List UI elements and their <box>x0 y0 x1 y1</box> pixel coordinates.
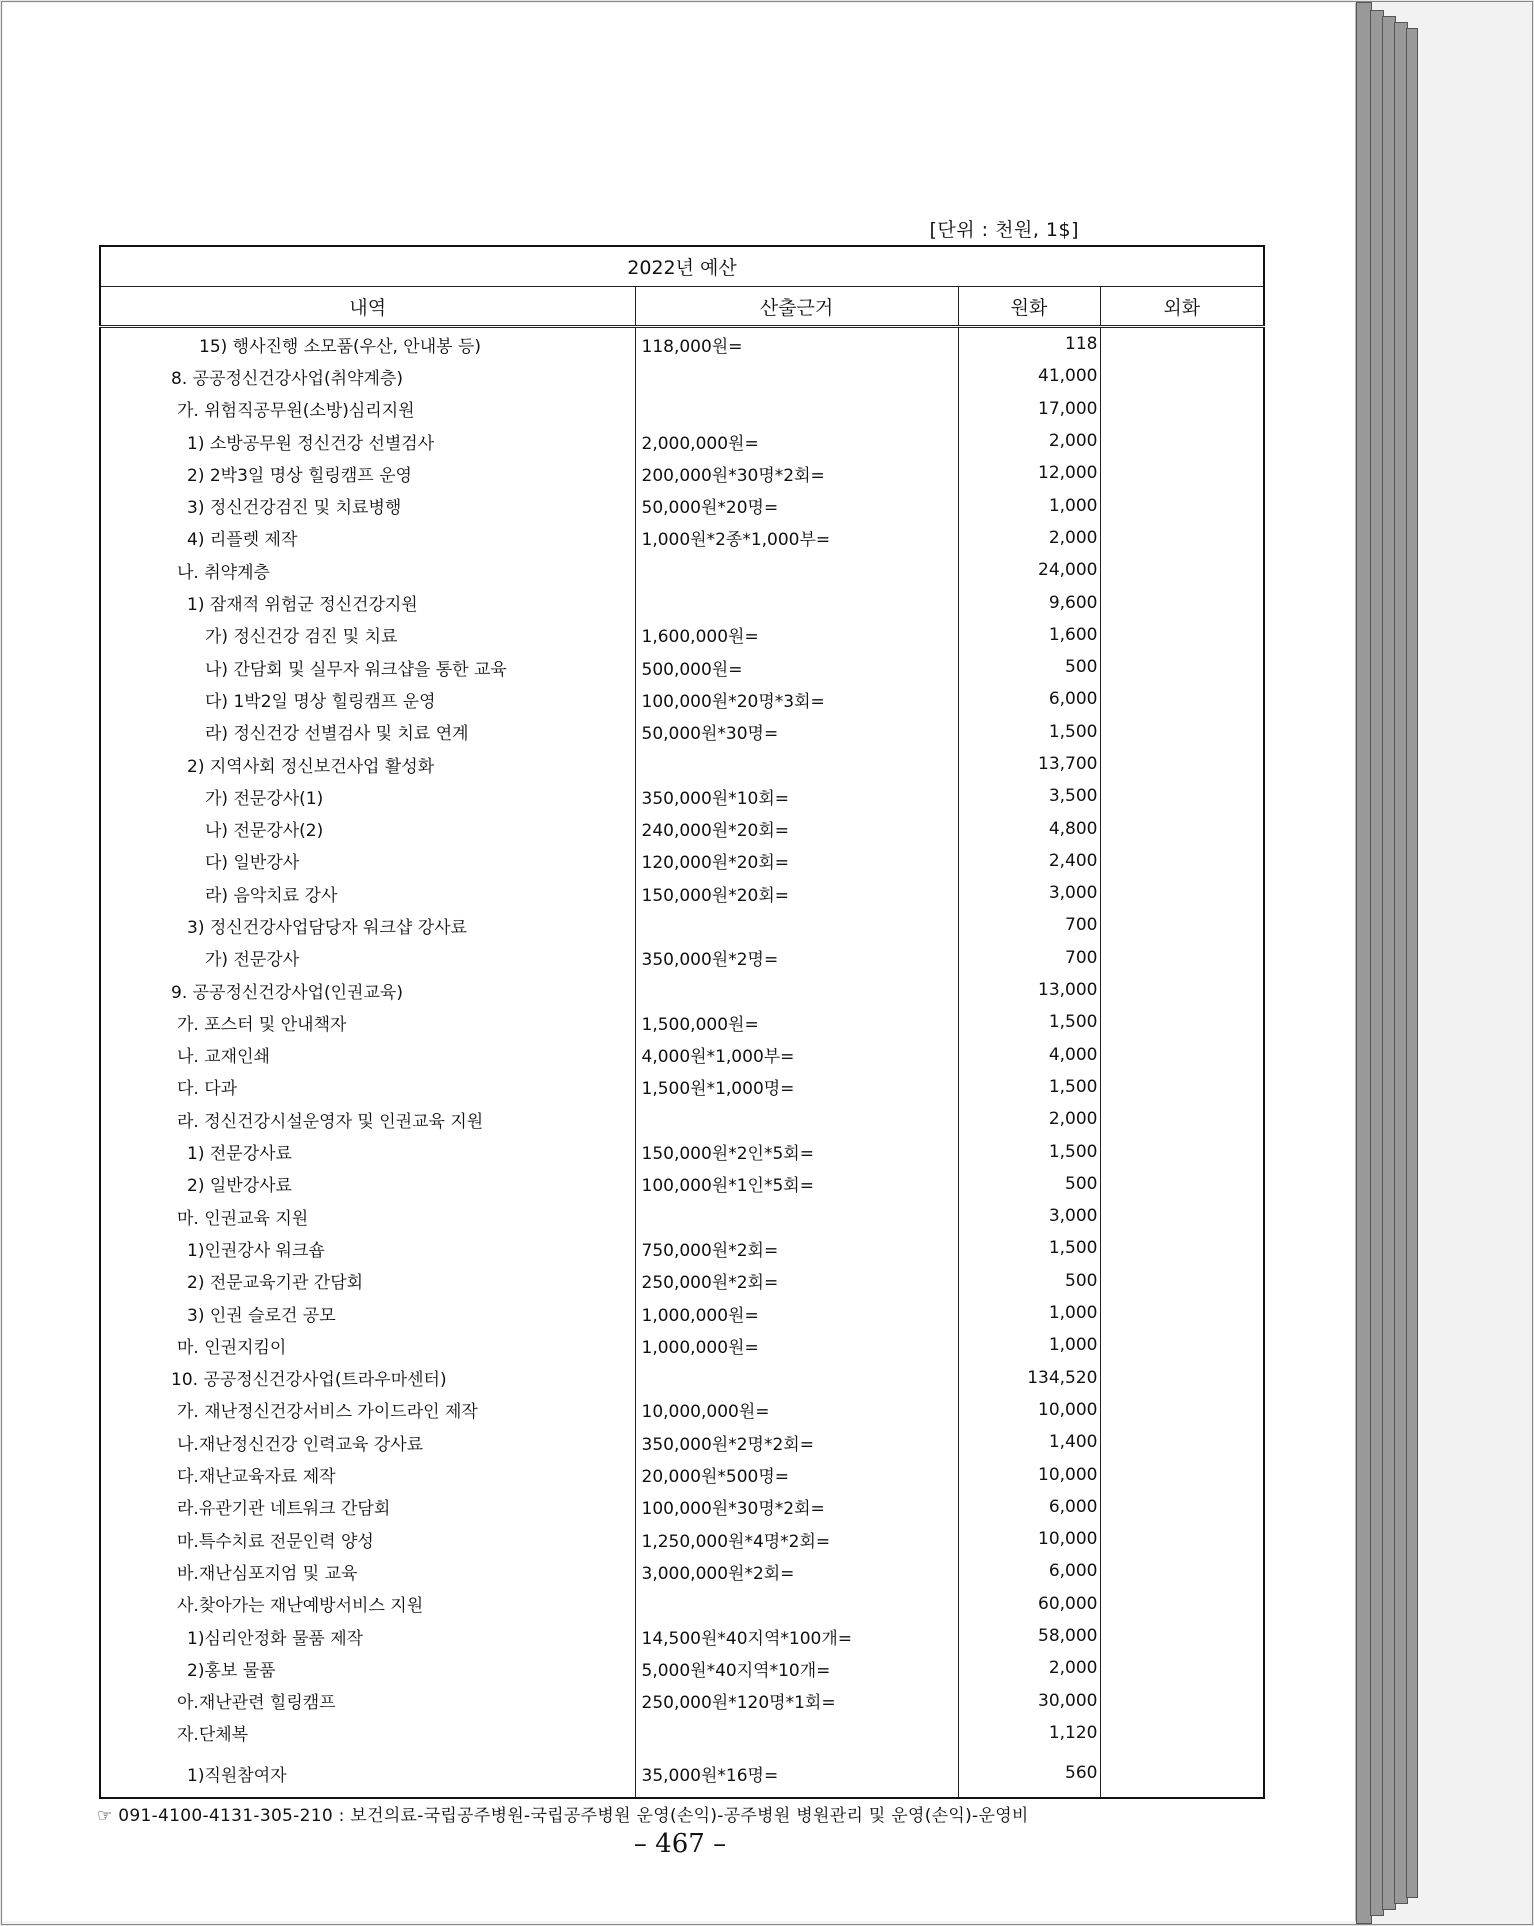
cell-krw: 1,000 <box>958 1329 1100 1361</box>
cell-fx <box>1100 619 1264 651</box>
cell-krw: 10,000 <box>958 1523 1100 1555</box>
table-row <box>100 780 1264 812</box>
cell-fx <box>1100 1684 1264 1716</box>
cell-fx <box>1100 974 1264 1006</box>
cell-basis: 14,500원*40지역*100개= <box>635 1620 958 1652</box>
cell-basis: 1,000원*2종*1,000부= <box>635 522 958 554</box>
cell-fx <box>1100 360 1264 392</box>
cell-basis: 5,000원*40지역*10개= <box>635 1652 958 1684</box>
cell-item: 1) 전문강사료 <box>100 1135 635 1167</box>
cell-fx <box>1100 748 1264 780</box>
cell-krw: 134,520 <box>958 1362 1100 1394</box>
cell-krw: 1,500 <box>958 716 1100 748</box>
cell-item: 가) 정신건강 검진 및 치료 <box>100 619 635 651</box>
cell-krw: 1,500 <box>958 1071 1100 1103</box>
table-row <box>100 1232 1264 1264</box>
table-row <box>100 457 1264 489</box>
cell-fx <box>1100 1039 1264 1071</box>
cell-item: 라) 음악치료 강사 <box>100 877 635 909</box>
cell-basis <box>635 554 958 586</box>
budget-table <box>99 245 1265 1799</box>
cell-item: 자.단체복 <box>100 1717 635 1749</box>
cell-fx <box>1100 1749 1264 1798</box>
cell-fx <box>1100 1620 1264 1652</box>
cell-basis: 100,000원*1인*5회= <box>635 1168 958 1200</box>
table-row <box>100 619 1264 651</box>
table-row <box>100 748 1264 780</box>
cell-item: 1)직원참여자 <box>100 1749 635 1798</box>
cell-krw: 13,700 <box>958 748 1100 780</box>
cell-item: 3) 인권 슬로건 공모 <box>100 1297 635 1329</box>
cell-fx <box>1100 1103 1264 1135</box>
cell-krw: 9,600 <box>958 586 1100 618</box>
cell-fx <box>1100 909 1264 941</box>
cell-item: 2) 전문교육기관 간담회 <box>100 1265 635 1297</box>
cell-krw: 12,000 <box>958 457 1100 489</box>
cell-item: 사.찾아가는 재난예방서비스 지원 <box>100 1588 635 1620</box>
cell-basis: 120,000원*20회= <box>635 845 958 877</box>
table-row <box>100 1135 1264 1167</box>
cell-basis: 1,000,000원= <box>635 1329 958 1361</box>
cell-basis: 200,000원*30명*2회= <box>635 457 958 489</box>
cell-fx <box>1100 522 1264 554</box>
cell-basis <box>635 748 958 780</box>
cell-item: 나. 교재인쇄 <box>100 1039 635 1071</box>
cell-fx <box>1100 1265 1264 1297</box>
table-row <box>100 1071 1264 1103</box>
cell-basis: 3,000,000원*2회= <box>635 1555 958 1587</box>
cell-krw: 10,000 <box>958 1394 1100 1426</box>
table-row <box>100 1555 1264 1587</box>
cell-item: 다) 1박2일 명상 힐링캠프 운영 <box>100 683 635 715</box>
column-header-fx: 외화 <box>1100 287 1264 327</box>
table-row <box>100 1006 1264 1038</box>
cell-fx <box>1100 489 1264 521</box>
cell-basis: 150,000원*2인*5회= <box>635 1135 958 1167</box>
cell-fx <box>1100 554 1264 586</box>
cell-basis <box>635 1200 958 1232</box>
page-number: – 467 – <box>633 1829 727 1859</box>
cell-fx <box>1100 425 1264 457</box>
table-row <box>100 1297 1264 1329</box>
cell-krw: 2,000 <box>958 1103 1100 1135</box>
cell-krw: 500 <box>958 1168 1100 1200</box>
cell-fx <box>1100 1588 1264 1620</box>
cell-basis <box>635 974 958 1006</box>
table-row <box>100 1458 1264 1490</box>
cell-fx <box>1100 1006 1264 1038</box>
unit-label: [단위 : 천원, 1$] <box>929 219 1079 241</box>
table-row <box>100 683 1264 715</box>
table-row <box>100 1168 1264 1200</box>
cell-fx <box>1100 586 1264 618</box>
cell-fx <box>1100 1394 1264 1426</box>
cell-item: 3) 정신건강사업담당자 워크샵 강사료 <box>100 909 635 941</box>
table-row <box>100 909 1264 941</box>
cell-fx <box>1100 877 1264 909</box>
cell-krw: 1,000 <box>958 489 1100 521</box>
column-header-basis: 산출근거 <box>635 287 958 327</box>
table-row <box>100 327 1264 361</box>
cell-item: 1)심리안정화 물품 제작 <box>100 1620 635 1652</box>
table-row <box>100 1200 1264 1232</box>
cell-krw: 1,500 <box>958 1135 1100 1167</box>
cell-fx <box>1100 1362 1264 1394</box>
cell-fx <box>1100 393 1264 425</box>
cell-item: 가. 위험직공무원(소방)심리지원 <box>100 393 635 425</box>
cell-item: 다) 일반강사 <box>100 845 635 877</box>
cell-fx <box>1100 1523 1264 1555</box>
cell-basis: 20,000원*500명= <box>635 1458 958 1490</box>
cell-fx <box>1100 1135 1264 1167</box>
cell-fx <box>1100 1168 1264 1200</box>
cell-krw: 4,000 <box>958 1039 1100 1071</box>
cell-fx <box>1100 457 1264 489</box>
table-row <box>100 1491 1264 1523</box>
cell-krw: 700 <box>958 909 1100 941</box>
cell-item: 나) 간담회 및 실무자 워크샵을 통한 교육 <box>100 651 635 683</box>
cell-krw: 3,000 <box>958 877 1100 909</box>
cell-basis: 350,000원*2명*2회= <box>635 1426 958 1458</box>
cell-krw: 30,000 <box>958 1684 1100 1716</box>
cell-krw: 700 <box>958 942 1100 974</box>
cell-krw: 10,000 <box>958 1458 1100 1490</box>
cell-fx <box>1100 1329 1264 1361</box>
column-header-krw: 원화 <box>958 287 1100 327</box>
cell-fx <box>1100 1717 1264 1749</box>
cell-basis <box>635 360 958 392</box>
cell-item: 2) 지역사회 정신보건사업 활성화 <box>100 748 635 780</box>
cell-basis: 150,000원*20회= <box>635 877 958 909</box>
cell-krw: 2,000 <box>958 1652 1100 1684</box>
cell-basis: 1,500,000원= <box>635 1006 958 1038</box>
cell-item: 가. 재난정신건강서비스 가이드라인 제작 <box>100 1394 635 1426</box>
table-row <box>100 586 1264 618</box>
cell-item: 라.유관기관 네트워크 간담회 <box>100 1491 635 1523</box>
cell-item: 마. 인권교육 지원 <box>100 1200 635 1232</box>
cell-item: 2) 일반강사료 <box>100 1168 635 1200</box>
cell-krw: 24,000 <box>958 554 1100 586</box>
document-page <box>3 3 1356 1921</box>
cell-item: 15) 행사진행 소모품(우산, 안내봉 등) <box>100 327 635 361</box>
cell-fx <box>1100 1200 1264 1232</box>
cell-fx <box>1100 716 1264 748</box>
cell-basis: 118,000원= <box>635 327 958 361</box>
cell-item: 2) 2박3일 명상 힐링캠프 운영 <box>100 457 635 489</box>
table-row <box>100 554 1264 586</box>
cell-item: 가) 전문강사(1) <box>100 780 635 812</box>
cell-item: 다. 다과 <box>100 1071 635 1103</box>
table-row <box>100 425 1264 457</box>
table-row <box>100 877 1264 909</box>
cell-item: 가. 포스터 및 안내책자 <box>100 1006 635 1038</box>
cell-fx <box>1100 1555 1264 1587</box>
cell-krw: 1,000 <box>958 1297 1100 1329</box>
cell-basis: 240,000원*20회= <box>635 812 958 844</box>
cell-basis: 50,000원*30명= <box>635 716 958 748</box>
cell-krw: 560 <box>958 1749 1100 1798</box>
cell-basis: 1,250,000원*4명*2회= <box>635 1523 958 1555</box>
table-row <box>100 489 1264 521</box>
cell-item: 라) 정신건강 선별검사 및 치료 연계 <box>100 716 635 748</box>
cell-basis: 50,000원*20명= <box>635 489 958 521</box>
cell-basis: 350,000원*2명= <box>635 942 958 974</box>
table-row <box>100 522 1264 554</box>
cell-item: 아.재난관련 힐링캠프 <box>100 1684 635 1716</box>
table-row <box>100 812 1264 844</box>
cell-krw: 17,000 <box>958 393 1100 425</box>
cell-basis: 4,000원*1,000부= <box>635 1039 958 1071</box>
cell-basis: 500,000원= <box>635 651 958 683</box>
cell-fx <box>1100 1071 1264 1103</box>
page-edge <box>1406 28 1418 1898</box>
cell-item: 마.특수치료 전문인력 양성 <box>100 1523 635 1555</box>
cell-item: 1) 소방공무원 정신건강 선별검사 <box>100 425 635 457</box>
cell-krw: 2,000 <box>958 522 1100 554</box>
cell-fx <box>1100 683 1264 715</box>
table-row <box>100 1652 1264 1684</box>
cell-basis: 10,000,000원= <box>635 1394 958 1426</box>
table-row <box>100 1523 1264 1555</box>
cell-basis <box>635 586 958 618</box>
cell-krw: 6,000 <box>958 683 1100 715</box>
cell-basis: 1,500원*1,000명= <box>635 1071 958 1103</box>
cell-item: 나) 전문강사(2) <box>100 812 635 844</box>
cell-fx <box>1100 780 1264 812</box>
cell-item: 다.재난교육자료 제작 <box>100 1458 635 1490</box>
table-row <box>100 1684 1264 1716</box>
cell-krw: 2,400 <box>958 845 1100 877</box>
table-row <box>100 716 1264 748</box>
table-row <box>100 942 1264 974</box>
cell-basis <box>635 1103 958 1135</box>
cell-item: 4) 리플렛 제작 <box>100 522 635 554</box>
cell-basis: 750,000원*2회= <box>635 1232 958 1264</box>
cell-krw: 4,800 <box>958 812 1100 844</box>
cell-fx <box>1100 1458 1264 1490</box>
cell-basis <box>635 1717 958 1749</box>
cell-basis: 250,000원*120명*1회= <box>635 1684 958 1716</box>
column-header-item: 내역 <box>100 287 635 327</box>
table-row <box>100 1588 1264 1620</box>
cell-fx <box>1100 1426 1264 1458</box>
cell-basis: 1,600,000원= <box>635 619 958 651</box>
cell-krw: 500 <box>958 1265 1100 1297</box>
cell-krw: 6,000 <box>958 1491 1100 1523</box>
cell-item: 2)홍보 물품 <box>100 1652 635 1684</box>
cell-basis: 35,000원*16명= <box>635 1749 958 1798</box>
cell-basis: 250,000원*2회= <box>635 1265 958 1297</box>
cell-krw: 13,000 <box>958 974 1100 1006</box>
cell-fx <box>1100 1652 1264 1684</box>
cell-basis: 100,000원*20명*3회= <box>635 683 958 715</box>
cell-krw: 500 <box>958 651 1100 683</box>
cell-fx <box>1100 651 1264 683</box>
cell-fx <box>1100 812 1264 844</box>
cell-krw: 60,000 <box>958 1588 1100 1620</box>
cell-basis <box>635 1588 958 1620</box>
cell-item: 1)인권강사 워크숍 <box>100 1232 635 1264</box>
cell-item: 1) 잠재적 위험군 정신건강지원 <box>100 586 635 618</box>
table-row <box>100 360 1264 392</box>
cell-fx <box>1100 1297 1264 1329</box>
cell-krw: 1,500 <box>958 1232 1100 1264</box>
cell-fx <box>1100 327 1264 361</box>
cell-krw: 1,500 <box>958 1006 1100 1038</box>
table-row <box>100 393 1264 425</box>
table-body <box>100 327 1264 1799</box>
cell-krw: 1,600 <box>958 619 1100 651</box>
table-row <box>100 651 1264 683</box>
table-row <box>100 1426 1264 1458</box>
budget-code-footnote: ☞ 091-4100-4131-305-210 : 보건의료-국립공주병원-국립공주병원 운영(손익)-공주병원 병원관리 및 운영(손익)-운영비 <box>97 1806 1029 1826</box>
cell-item: 9. 공공정신건강사업(인권교육) <box>100 974 635 1006</box>
cell-item: 가) 전문강사 <box>100 942 635 974</box>
cell-item: 나.재난정신건강 인력교육 강사료 <box>100 1426 635 1458</box>
cell-fx <box>1100 1491 1264 1523</box>
cell-fx <box>1100 845 1264 877</box>
cell-item: 3) 정신건강검진 및 치료병행 <box>100 489 635 521</box>
table-title: 2022년 예산 <box>100 246 1264 287</box>
cell-item: 8. 공공정신건강사업(취약계층) <box>100 360 635 392</box>
table-row <box>100 1394 1264 1426</box>
cell-basis <box>635 909 958 941</box>
cell-item: 라. 정신건강시설운영자 및 인권교육 지원 <box>100 1103 635 1135</box>
table-row <box>100 1329 1264 1361</box>
cell-fx <box>1100 942 1264 974</box>
table-row <box>100 1749 1264 1798</box>
table-row <box>100 1103 1264 1135</box>
table-row <box>100 1717 1264 1749</box>
cell-krw: 3,500 <box>958 780 1100 812</box>
cell-fx <box>1100 1232 1264 1264</box>
table-row <box>100 1362 1264 1394</box>
table-row <box>100 1620 1264 1652</box>
cell-krw: 41,000 <box>958 360 1100 392</box>
cell-item: 바.재난심포지엄 및 교육 <box>100 1555 635 1587</box>
cell-basis: 350,000원*10회= <box>635 780 958 812</box>
cell-basis: 2,000,000원= <box>635 425 958 457</box>
cell-krw: 3,000 <box>958 1200 1100 1232</box>
cell-basis: 1,000,000원= <box>635 1297 958 1329</box>
cell-krw: 118 <box>958 327 1100 361</box>
cell-basis <box>635 1362 958 1394</box>
cell-krw: 2,000 <box>958 425 1100 457</box>
table-row <box>100 1039 1264 1071</box>
cell-krw: 58,000 <box>958 1620 1100 1652</box>
cell-item: 10. 공공정신건강사업(트라우마센터) <box>100 1362 635 1394</box>
table-row <box>100 974 1264 1006</box>
cell-item: 마. 인권지킴이 <box>100 1329 635 1361</box>
cell-krw: 6,000 <box>958 1555 1100 1587</box>
cell-basis: 100,000원*30명*2회= <box>635 1491 958 1523</box>
cell-item: 나. 취약계층 <box>100 554 635 586</box>
cell-krw: 1,400 <box>958 1426 1100 1458</box>
cell-basis <box>635 393 958 425</box>
cell-krw: 1,120 <box>958 1717 1100 1749</box>
table-row <box>100 845 1264 877</box>
table-row <box>100 1265 1264 1297</box>
